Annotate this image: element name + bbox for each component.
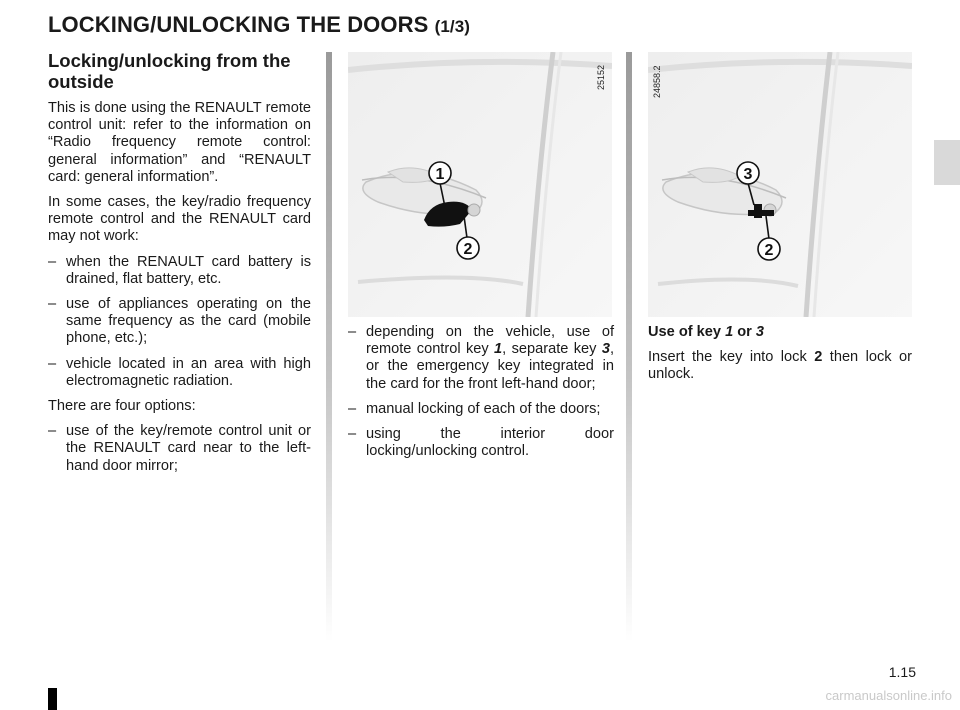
dash-glyph: – bbox=[48, 355, 57, 372]
dash-glyph: – bbox=[48, 253, 57, 270]
chapter-tab bbox=[934, 140, 960, 185]
text-run: Use of key bbox=[648, 324, 726, 340]
callout-label: 2 bbox=[764, 242, 774, 259]
corner-mark bbox=[48, 688, 57, 710]
paragraph-intro: This is done using the RENAULT remote control unit: refer to the information on “Radio frequency remote control: general information” and “RENAULT card: general information”. bbox=[48, 100, 311, 185]
key-reference: 1 bbox=[725, 324, 734, 340]
key-reference: 1 bbox=[494, 341, 503, 358]
dash-glyph: – bbox=[348, 400, 357, 417]
key-reference: 3 bbox=[601, 341, 610, 358]
list-item-text bbox=[366, 324, 614, 392]
text-run: , or the emergency key integrated in the card for the front left-hand door; bbox=[366, 341, 614, 392]
list-item-text: manual locking of each of the doors; bbox=[366, 400, 601, 417]
list-item bbox=[48, 296, 311, 348]
dash-glyph: – bbox=[48, 296, 57, 313]
dash-glyph: – bbox=[348, 426, 357, 443]
options-list bbox=[48, 423, 311, 475]
list-item bbox=[48, 254, 311, 288]
text-run: , separate key bbox=[502, 341, 602, 358]
key-usage-heading bbox=[648, 324, 912, 341]
middle-column bbox=[348, 324, 614, 468]
watermark: carmanualsonline.info bbox=[825, 688, 952, 703]
list-item bbox=[48, 356, 311, 390]
page-number: 1.15 bbox=[888, 664, 916, 680]
list-item-text: when the RENAULT card battery is drained, flat battery, etc. bbox=[66, 253, 311, 287]
left-column bbox=[48, 50, 311, 483]
page-title bbox=[48, 12, 470, 38]
callout-label: 3 bbox=[743, 166, 753, 183]
list-item-text: using the interior door locking/unlocking control. bbox=[366, 426, 614, 460]
door-handle-illustration bbox=[648, 52, 912, 317]
list-item bbox=[348, 324, 614, 393]
column-divider bbox=[626, 52, 632, 642]
list-item bbox=[48, 423, 311, 475]
figure-code: 25152 bbox=[596, 64, 606, 90]
key-usage-instructions bbox=[648, 349, 912, 383]
dash-glyph: – bbox=[48, 423, 57, 440]
key-reference: 3 bbox=[755, 324, 765, 340]
dash-glyph: – bbox=[348, 324, 357, 340]
list-item bbox=[348, 426, 614, 460]
list-item-text: use of the key/remote control unit or the RENAULT card near to the left-hand door mirror; bbox=[66, 423, 311, 474]
paragraph-cases: In some cases, the key/radio frequency remote control and the RENAULT card may not work: bbox=[48, 194, 311, 245]
column-divider bbox=[326, 52, 332, 642]
options-list-continued bbox=[348, 324, 614, 460]
figure-code: 24858.2 bbox=[652, 65, 662, 98]
door-handle-figure-remote-key bbox=[348, 52, 612, 317]
section-title: Locking/unlocking from the outside bbox=[48, 50, 291, 92]
door-handle-figure-emergency-key bbox=[648, 52, 912, 317]
lock-reference: 2 bbox=[814, 349, 823, 366]
right-column bbox=[648, 324, 912, 392]
paragraph-options: There are four options: bbox=[48, 398, 196, 415]
callout-label: 2 bbox=[463, 241, 473, 258]
text-run: depending on the vehicle, use of remote control key bbox=[366, 324, 614, 358]
text-run: then lock or unlock. bbox=[648, 349, 912, 383]
failure-list bbox=[48, 254, 311, 390]
text-run: or bbox=[733, 324, 756, 340]
list-item bbox=[348, 401, 614, 418]
list-item-text: vehicle located in an area with high electromagnetic radiation. bbox=[66, 355, 311, 389]
list-item-text: use of appliances operating on the same frequency as the card (mobile phone, etc.); bbox=[66, 296, 311, 347]
page-title-text: LOCKING/UNLOCKING THE DOORS bbox=[48, 12, 429, 37]
callout-label: 1 bbox=[435, 166, 445, 183]
door-handle-illustration bbox=[348, 52, 612, 317]
page-part: (1/3) bbox=[434, 17, 471, 36]
text-run: Insert the key into lock bbox=[648, 349, 815, 366]
